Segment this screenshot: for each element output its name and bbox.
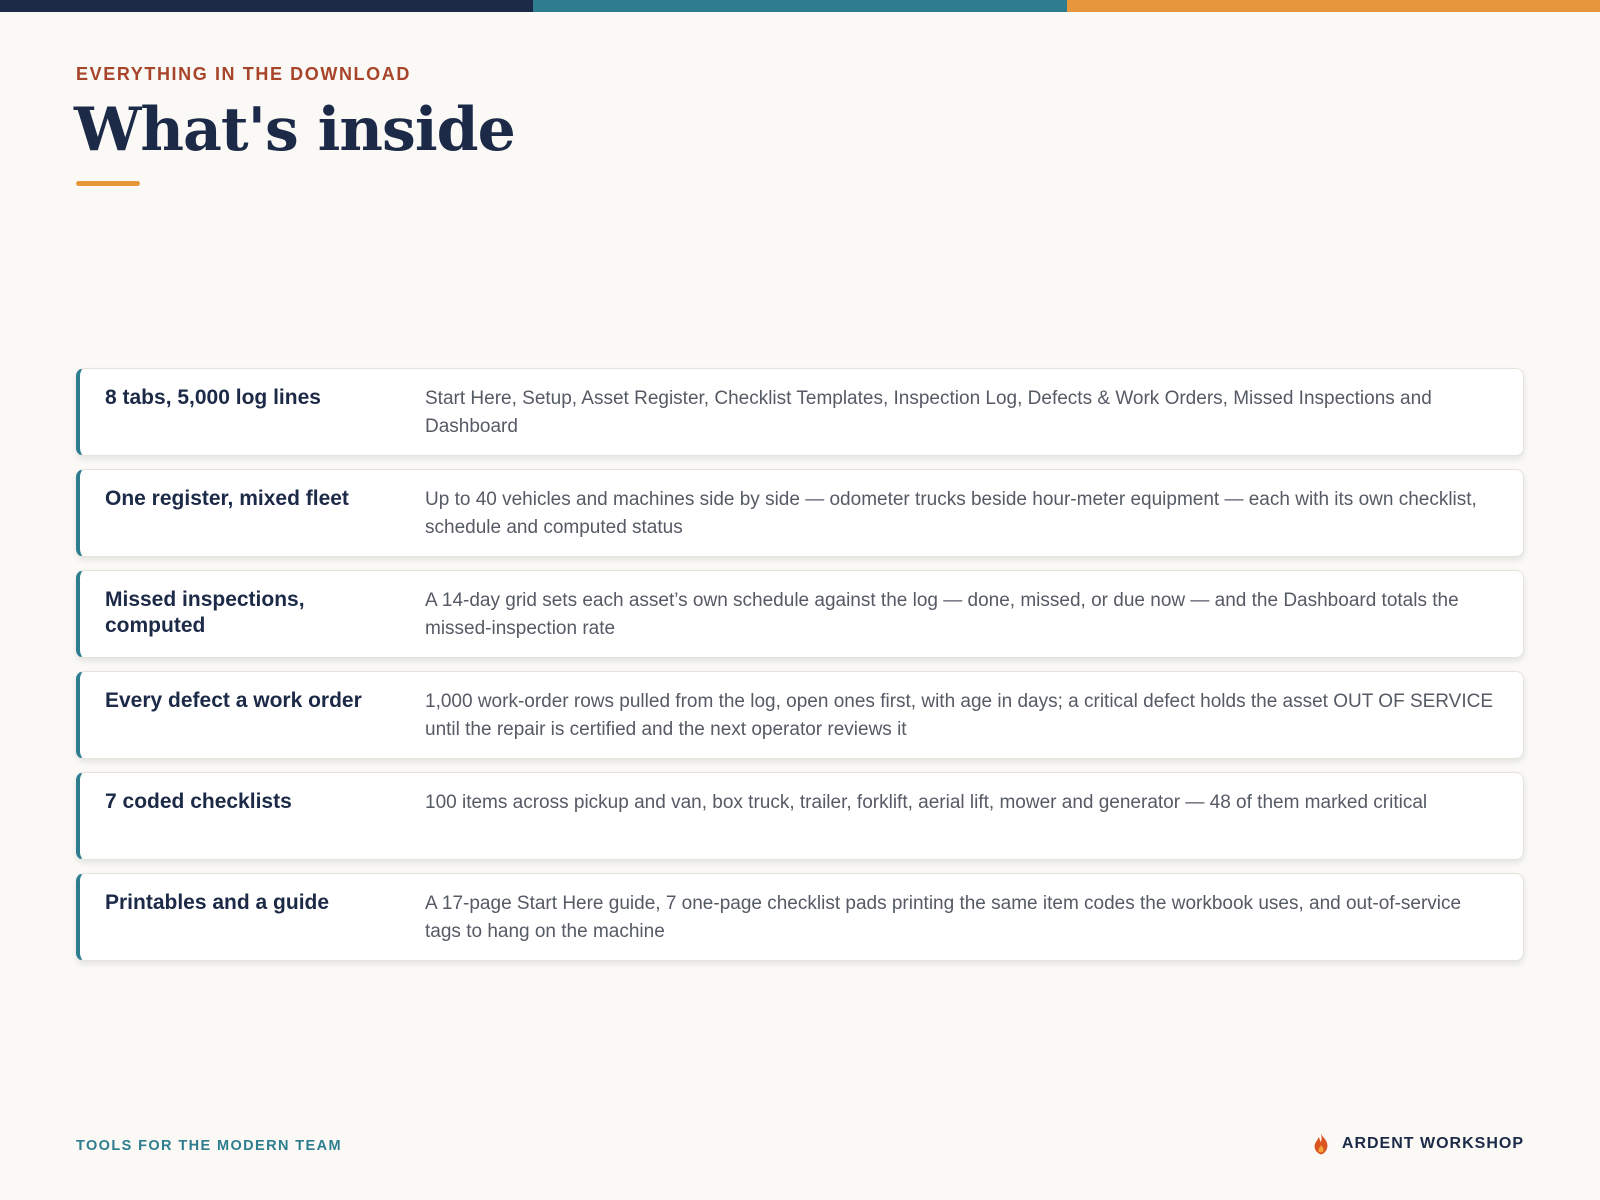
item-description: A 17-page Start Here guide, 7 one-page checklist pads printing the same item codes the workbook uses, and out-of-service tags to hang on the machine bbox=[425, 893, 1462, 942]
accent-bar-navy bbox=[0, 0, 533, 12]
item-label: Every defect a work order bbox=[105, 689, 362, 712]
page-title: What's inside bbox=[74, 95, 515, 165]
list-item bbox=[76, 469, 1524, 557]
eyebrow-label: EVERYTHING IN THE DOWNLOAD bbox=[76, 64, 411, 84]
item-label: Missed inspections, computed bbox=[105, 588, 305, 637]
flame-icon bbox=[1310, 1132, 1332, 1156]
item-description: Start Here, Setup, Asset Register, Checklist Templates, Inspection Log, Defects & Work Orders, Missed Inspections and Dashboard bbox=[425, 388, 1432, 437]
item-description: 100 items across pickup and van, box truck, trailer, forklift, aerial lift, mower and generator — 48 of them marked critical bbox=[425, 792, 1428, 813]
list-item bbox=[76, 772, 1524, 860]
item-label: 8 tabs, 5,000 log lines bbox=[105, 386, 321, 409]
title-underline bbox=[76, 181, 140, 186]
list-item bbox=[76, 671, 1524, 759]
accent-bar-teal bbox=[533, 0, 1066, 12]
accent-bar-orange bbox=[1067, 0, 1600, 12]
item-description: Up to 40 vehicles and machines side by side — odometer trucks beside hour-meter equipment — each with its own checklist, schedule and computed status bbox=[425, 489, 1477, 538]
contents-list bbox=[76, 368, 1524, 961]
item-label: 7 coded checklists bbox=[105, 790, 292, 813]
brand-name: ARDENT WORKSHOP bbox=[1341, 1135, 1524, 1152]
list-item bbox=[76, 873, 1524, 961]
footer-brand bbox=[1310, 1132, 1524, 1156]
top-accent-bar bbox=[0, 0, 1600, 12]
list-item bbox=[76, 368, 1524, 456]
item-description: A 14-day grid sets each asset’s own schedule against the log — done, missed, or due now — and the Dashboard totals the missed-inspection rate bbox=[425, 590, 1459, 639]
item-label: Printables and a guide bbox=[105, 891, 330, 914]
list-item bbox=[76, 570, 1524, 658]
footer-tagline: TOOLS FOR THE MODERN TEAM bbox=[76, 1138, 342, 1154]
item-label: One register, mixed fleet bbox=[105, 487, 349, 510]
item-description: 1,000 work-order rows pulled from the log, open ones first, with age in days; a critical defect holds the asset OUT OF SERVICE until the repair is certified and the next operator reviews it bbox=[425, 691, 1494, 740]
